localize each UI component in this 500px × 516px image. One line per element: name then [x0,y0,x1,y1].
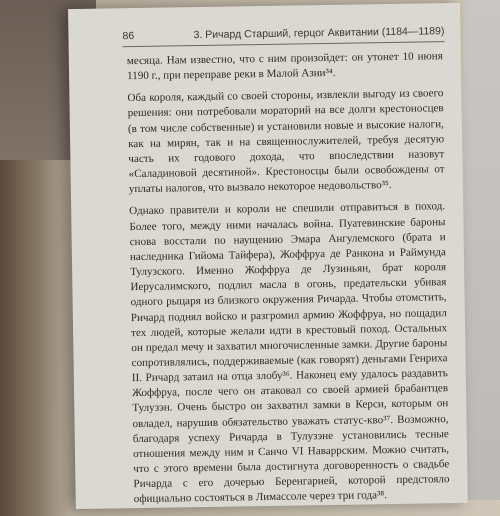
body-text [127,49,450,514]
background-gray-area [464,0,500,500]
page-header [122,25,444,47]
paragraph-1: месяца. Нам известно, что с ним произойдет: он утонет 10 июня 1190 г., при переправе реки в Малой Азии³⁴. [126,50,443,83]
book-page [68,3,468,509]
paragraph-3: Однако правители и короли не спешили отправиться в поход. Более того, между ними началась война. Пуатевинские бароны снова восстали по наущению Эмара Ангулемского (брата и наследника Гийома Тайфера), Жоффруа де Ранкона и Раймунда Тулузского. Именно Жоффруа де Лузиньян, брат короля Иерусалимского, подлил масла в огонь, предательски убивая одного рыцаря из близкого окружения Ричарда. Чтобы отомстить, Ричард поднял войско и разгромил армию Жоффруа, но пощадил тех людей, которые желали идти в крестовый поход. Остальных он предал мечу и захватил многочисленные замки. Другие бароны сопротивлялись, поддерживаемые (как говорят) деньгами Генриха II. Ричард затаил на отца злобу³⁶. Наконец ему удалось раздавить Жоффруа, после чего он атаковал со своей армией брабантцев Тулузэн. Очень быстро он захватил замки в Керси, которым он овладел, нарушив обязательство уважать статус-кво³⁷. Возможно, благодаря успеху Ричарда в Тулузэне установились тесные отношения между ним и Санчо VI Наваррским. Можно считать, что с этого времени была достигнута договоренность о свадьбе Ричарда с его дочерью Беренгарией, которой предстояло официально состояться в Лимассоле через три года³⁸. [129,200,450,506]
page-number: 86 [122,30,135,43]
running-head: 3. Ричард Старший, герцог Аквитании (1184—1189) [193,25,445,42]
paragraph-2: Оба короля, каждый со своей стороны, извлекли выгоду из своего решения: они потребовали мораторий на все долги крестоносцев (в том числе собственные) и установили новые и высокие налоги, как на мирян, так и на священнослужителей, требуя десятую часть их годового дохода, что впоследствии назовут «Саладиновой десятиной». Крестоносцы были освобождены от уплаты налогов, что вызвало некоторое недовольство³⁵. [127,87,445,196]
